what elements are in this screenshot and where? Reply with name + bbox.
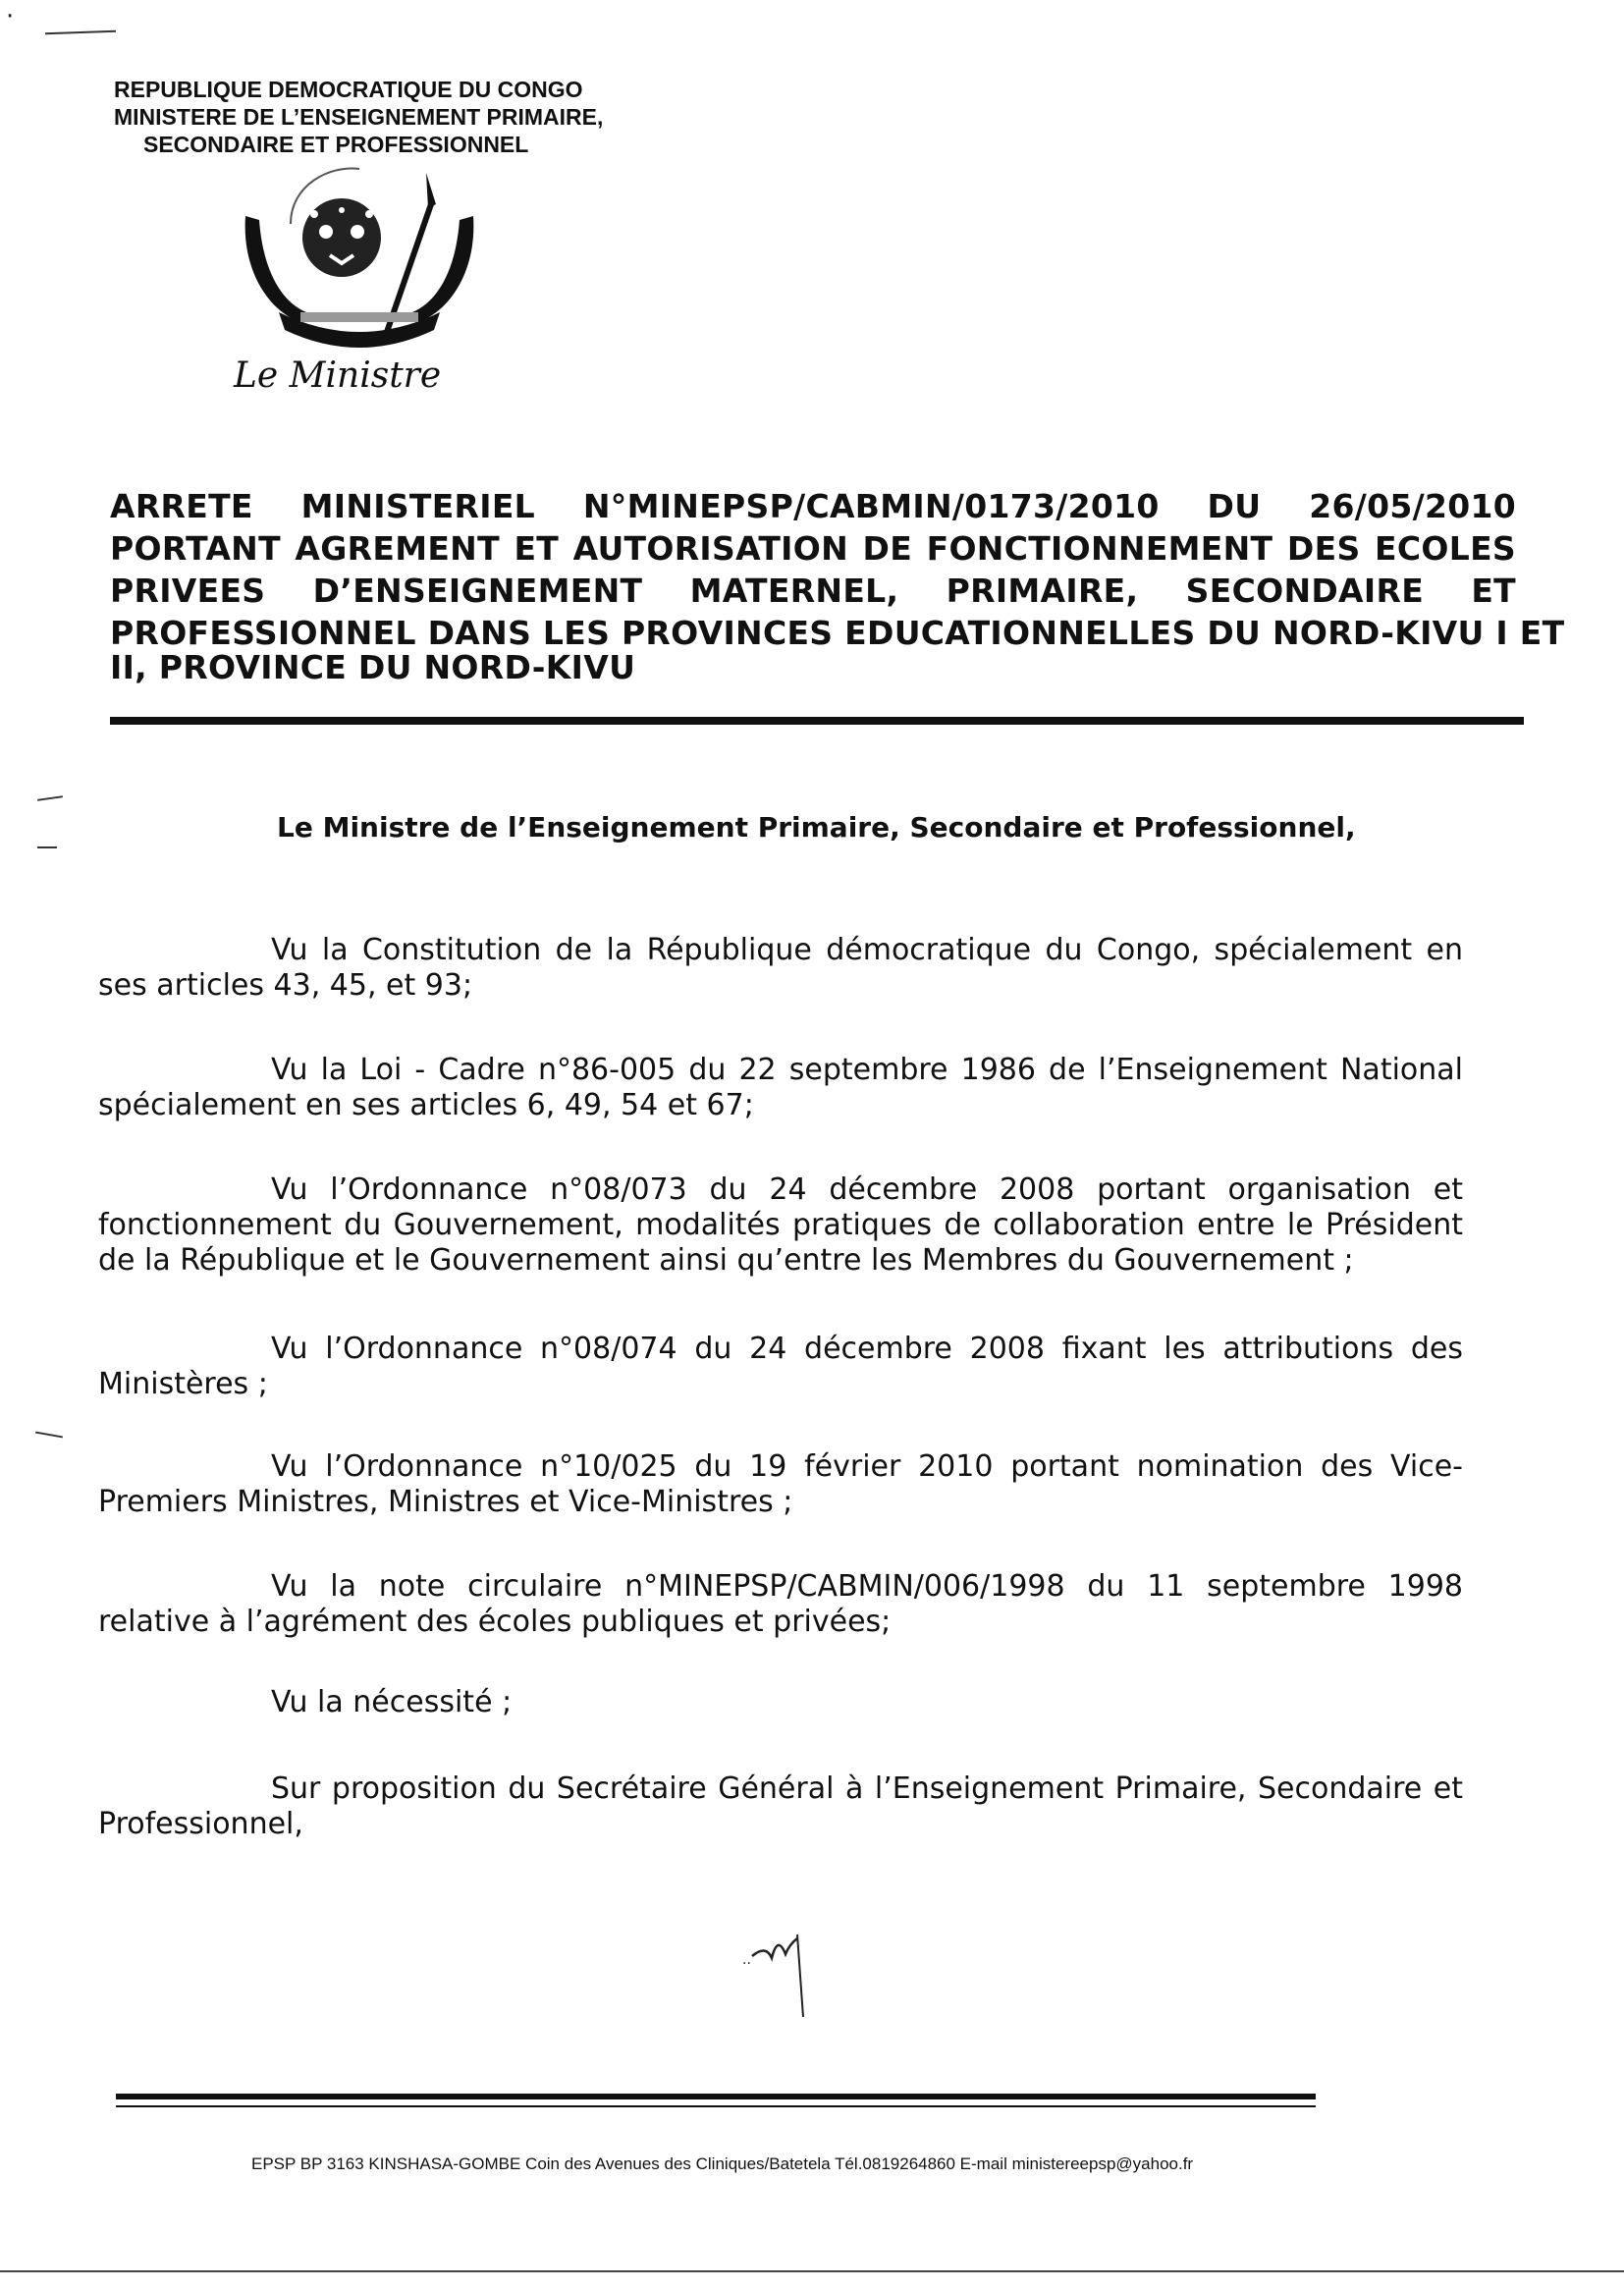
- decree-title-line: ARRETE MINISTERIEL N°MINEPSP/CABMIN/0173/2010 DU 26/05/2010: [110, 487, 1516, 525]
- decree-title-line: PROFESSIONNEL DANS LES PROVINCES EDUCATIONNELLES DU NORD-KIVU I ET: [110, 614, 1565, 652]
- scan-mark: [37, 795, 63, 801]
- handwritten-initials: [742, 1925, 831, 2023]
- recital-paragraph: Vu la nécessité ;: [271, 1685, 513, 1719]
- scan-mark: [45, 30, 116, 35]
- recital-paragraph: Sur proposition du Secrétaire Général à l’Enseignement Primaire, Secondaire et Professionnel,: [98, 1771, 1463, 1841]
- country-name: REPUBLIQUE DEMOCRATIQUE DU CONGO: [114, 77, 583, 102]
- recital-paragraph: Vu l’Ordonnance n°08/074 du 24 décembre 2008 fixant les attributions des Ministères ;: [98, 1332, 1463, 1401]
- subtitle: Le Ministre de l’Enseignement Primaire, Secondaire et Professionnel,: [277, 811, 1356, 844]
- recital-paragraph: Vu la note circulaire n°MINEPSP/CABMIN/006/1998 du 11 septembre 1998 relative à l’agrément des écoles publiques et privées;: [98, 1569, 1463, 1639]
- decree-title-line: PORTANT AGREMENT ET AUTORISATION DE FONCTIONNEMENT DES ECOLES: [110, 529, 1516, 568]
- footer-address: EPSP BP 3163 KINSHASA-GOMBE Coin des Avenues des Cliniques/Batetela Tél.0819264860 E-mail ministereepsp@yahoo.fr: [251, 2154, 1194, 2173]
- scan-mark: [37, 846, 57, 848]
- footer-rule-thick: [116, 2094, 1316, 2099]
- decree-title-line: II, PROVINCE DU NORD-KIVU: [110, 648, 636, 686]
- title-divider: [110, 717, 1524, 725]
- minister-title: Le Ministre: [234, 355, 442, 396]
- initials-dots: ..: [742, 1952, 751, 1968]
- scan-mark: [35, 1432, 63, 1439]
- recital-paragraph: Vu la Loi - Cadre n°86-005 du 22 septembre 1986 de l’Enseignement National spécialement en ses articles 6, 49, 54 et 67;: [98, 1053, 1463, 1122]
- recital-paragraph: Vu l’Ordonnance n°10/025 du 19 février 2010 portant nomination des Vice-Premiers Ministres, Ministres et Vice-Ministres ;: [98, 1449, 1463, 1519]
- leopard-coat-of-arms-icon: [232, 165, 487, 371]
- ministry-name-line1: MINISTERE DE L’ENSEIGNEMENT PRIMAIRE,: [114, 104, 604, 130]
- recital-paragraph: Vu l’Ordonnance n°08/073 du 24 décembre 2008 portant organisation et fonctionnement du Gouvernement, modalités pratiques de collaboration entre le Président de la République et le Gouvernement ainsi qu’entre les Membres du Gouvernement ;: [98, 1172, 1463, 1278]
- scan-edge: [0, 2270, 1624, 2272]
- recital-paragraph: Vu la Constitution de la République démocratique du Congo, spécialement en ses articles 43, 45, et 93;: [98, 933, 1463, 1003]
- scan-mark: ·: [6, 2, 15, 31]
- footer-rule-thin: [116, 2105, 1316, 2107]
- decree-title-line: PRIVEES D’ENSEIGNEMENT MATERNEL, PRIMAIRE, SECONDAIRE ET: [110, 572, 1516, 610]
- ministry-name-line2: SECONDAIRE ET PROFESSIONNEL: [143, 132, 529, 157]
